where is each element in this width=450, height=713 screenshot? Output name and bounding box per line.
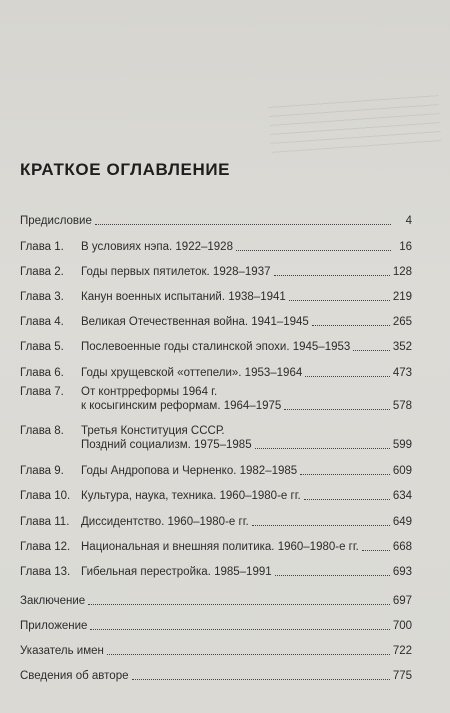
toc-entry (20, 669, 412, 683)
toc-entry-body (81, 385, 412, 413)
toc-entry-body (20, 669, 412, 683)
toc-entry (20, 240, 412, 254)
toc-entry-title: От контрреформы 1964 г. к косыгинским реформам. 1964–1975 (81, 386, 282, 412)
toc-chapter-number: Глава 8. (20, 425, 64, 437)
toc-leader-dots (88, 604, 390, 605)
toc-entry-body (81, 340, 412, 354)
toc-chapter-number: Глава 10. (20, 490, 71, 502)
toc-leader-dots (274, 275, 390, 276)
toc-entry (20, 214, 412, 228)
toc-page-number: 352 (392, 341, 412, 353)
toc-entry (20, 464, 412, 478)
toc-entry (20, 619, 412, 633)
toc-entry-body (20, 644, 412, 658)
toc-leader-dots (312, 325, 390, 326)
toc-page-number: 4 (405, 215, 412, 227)
toc-leader-dots (289, 300, 390, 301)
toc-chapter-number: Глава 3. (20, 291, 64, 303)
toc-entry-title: Заключение (20, 595, 86, 607)
toc-leader-dots (90, 629, 389, 630)
toc-entry-title: Сведения об авторе (20, 670, 129, 682)
toc-entry-title: Годы Андропова и Черненко. 1982–1985 (81, 465, 298, 477)
toc-entry-title: Диссидентство. 1960–1980-е гг. (81, 516, 249, 528)
toc-leader-dots (353, 350, 390, 351)
toc-page-number: 16 (399, 241, 412, 253)
toc-entry-body (81, 565, 412, 579)
toc-entry-title: Годы первых пятилеток. 1928–1937 (81, 266, 271, 278)
toc-page-number: 599 (392, 439, 412, 451)
toc-leader-dots (284, 409, 390, 410)
toc-entry-title: Годы хрущевской «оттепели». 1953–1964 (81, 367, 303, 379)
toc-entry-body (81, 240, 412, 254)
toc-entry-title: Гибельная перестройка. 1985–1991 (81, 566, 272, 578)
toc-chapter-number: Глава 1. (20, 241, 64, 253)
toc-page-number: 128 (392, 266, 412, 278)
toc-chapter-number: Глава 13. (20, 566, 71, 578)
toc-page-number: 219 (392, 291, 412, 303)
toc-entry-body (81, 315, 412, 329)
toc-page-number: 668 (392, 541, 412, 553)
toc-entry (20, 340, 412, 354)
toc-entry (20, 265, 412, 279)
toc-entry-body (81, 489, 412, 503)
toc-entry (20, 565, 412, 579)
toc-entry (20, 644, 412, 658)
toc-entry-title: В условиях нэпа. 1922–1928 (81, 241, 233, 253)
toc-entry-body (20, 594, 412, 608)
toc-chapter-number: Глава 11. (20, 516, 70, 528)
toc-page-number: 634 (392, 490, 412, 502)
toc-entry-body (81, 515, 412, 529)
toc-entry-title: Национальная и внешняя политика. 1960–1980-е гг. (81, 541, 359, 553)
toc-chapter-number: Глава 6. (20, 367, 64, 379)
toc-entry (20, 540, 412, 554)
toc-page-number: 693 (392, 566, 412, 578)
toc-page-number: 722 (392, 645, 412, 657)
page-title: КРАТКОЕ ОГЛАВЛЕНИЕ (20, 160, 231, 179)
toc-page-number: 649 (392, 516, 412, 528)
toc-entry-title: Великая Отечественная война. 1941–1945 (81, 316, 309, 328)
toc-entry (20, 385, 412, 413)
toc-entry-body (81, 366, 412, 380)
toc-page-number: 697 (392, 595, 412, 607)
toc-chapter-number: Глава 2. (20, 266, 64, 278)
toc-entry (20, 515, 412, 529)
toc-entry-title: Предисловие (20, 215, 92, 227)
toc-leader-dots (305, 376, 390, 377)
toc-leader-dots (300, 474, 390, 475)
toc-entry-title: Указатель имен (20, 645, 104, 657)
toc-leader-dots (255, 448, 390, 449)
toc-entry (20, 366, 412, 380)
toc-entry-body (20, 214, 412, 228)
toc-leader-dots (304, 499, 390, 500)
toc-entry-title: Канун военных испытаний. 1938–1941 (81, 291, 286, 303)
show-through-text (268, 89, 442, 161)
toc-page-number: 775 (392, 670, 412, 682)
toc-chapter-number: Глава 7. (20, 386, 64, 398)
toc-entry-title: Культура, наука, техника. 1960–1980-е гг. (81, 490, 301, 502)
toc-leader-dots (132, 679, 390, 680)
toc-entry (20, 489, 412, 503)
toc-leader-dots (362, 550, 390, 551)
toc-entry (20, 594, 412, 608)
toc-chapter-number: Глава 12. (20, 541, 71, 553)
toc-chapter-number: Глава 4. (20, 316, 64, 328)
toc-entry-body (20, 619, 412, 633)
toc-entry-body (81, 424, 412, 452)
toc-entry-title: Послевоенные годы сталинской эпохи. 1945–1953 (81, 341, 351, 353)
toc-entry-body (81, 265, 412, 279)
toc-leader-dots (95, 224, 391, 225)
toc-page-number: 700 (392, 620, 412, 632)
toc-entry (20, 424, 412, 452)
toc-entry (20, 290, 412, 304)
toc-page-number: 265 (392, 316, 412, 328)
toc-chapter-number: Глава 5. (20, 341, 64, 353)
toc-entry-body (81, 290, 412, 304)
toc-entry (20, 315, 412, 329)
toc-chapter-number: Глава 9. (20, 465, 64, 477)
toc-leader-dots (107, 654, 390, 655)
toc-page-number: 609 (392, 465, 412, 477)
toc-page-number: 578 (392, 400, 412, 412)
toc-leader-dots (275, 575, 390, 576)
toc-entry-title: Третья Конституция СССР. Поздний социализм. 1975–1985 (81, 425, 252, 451)
toc-leader-dots (252, 525, 390, 526)
toc-page-number: 473 (392, 367, 412, 379)
toc-entry-body (81, 464, 412, 478)
toc-entry-body (81, 540, 412, 554)
toc-entry-title: Приложение (20, 620, 88, 632)
toc-leader-dots (236, 250, 391, 251)
